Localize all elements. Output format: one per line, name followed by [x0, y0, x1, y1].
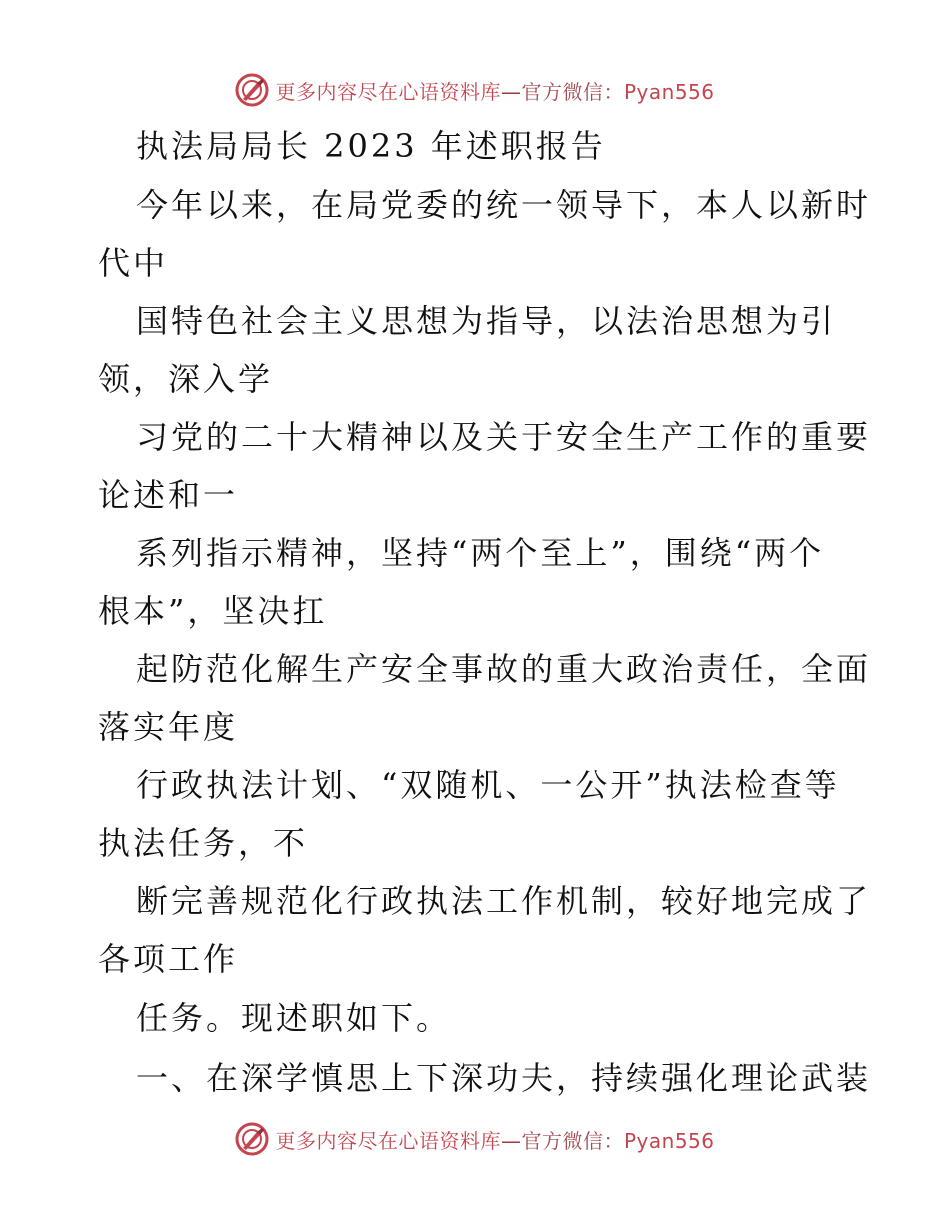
paragraph-line: 断完善规范化行政执法工作机制，较好地完成了	[136, 882, 872, 920]
header-watermark-banner	[0, 70, 950, 110]
footer-banner-separator: —	[500, 1128, 522, 1153]
footer-banner-wechat-id: Pyan556	[623, 1128, 715, 1153]
footer-watermark-banner	[0, 1119, 950, 1159]
section-heading: 一、在深学慎思上下深功夫，持续强化理论武装	[136, 1059, 872, 1097]
paragraph-line: 各项工作	[98, 940, 239, 978]
paragraph-line: 领，深入学	[98, 360, 274, 398]
document-title: 执法局局长 2023 年述职报告	[136, 127, 606, 165]
paragraph-line: 起防范化解生产安全事故的重大政治责任，全面	[136, 650, 872, 688]
header-banner-text	[275, 76, 714, 105]
header-banner-wechat-id: Pyan556	[623, 79, 715, 104]
footer-banner-text	[275, 1125, 714, 1154]
paragraph-line: 执法任务，不	[98, 824, 309, 862]
footer-banner-main: 更多内容尽在心语资料库	[275, 1128, 501, 1153]
paragraph-line: 任务。现述职如下。	[136, 999, 452, 1037]
paragraph-line: 系列指示精神，坚持“两个至上”，围绕“两个	[136, 534, 825, 572]
footer-banner-wechat-label: 官方微信：	[521, 1128, 624, 1153]
paragraph-line: 习党的二十大精神以及关于安全生产工作的重要	[136, 418, 872, 456]
paragraph-line: 根本”，坚决扛	[98, 592, 328, 630]
pen-logo-icon	[235, 1122, 269, 1156]
pen-logo-icon	[235, 73, 269, 107]
header-banner-wechat-label: 官方微信：	[521, 79, 624, 104]
header-banner-main: 更多内容尽在心语资料库	[275, 79, 501, 104]
paragraph-line: 代中	[98, 244, 169, 282]
header-banner-separator: —	[500, 79, 522, 104]
paragraph-line: 论述和一	[98, 476, 239, 514]
paragraph-line: 今年以来，在局党委的统一领导下，本人以新时	[136, 186, 872, 224]
paragraph-line: 国特色社会主义思想为指导，以法治思想为引	[136, 302, 837, 340]
paragraph-line: 落实年度	[98, 708, 239, 746]
paragraph-line: 行政执法计划、“双随机、一公开”执法检查等	[136, 766, 840, 804]
